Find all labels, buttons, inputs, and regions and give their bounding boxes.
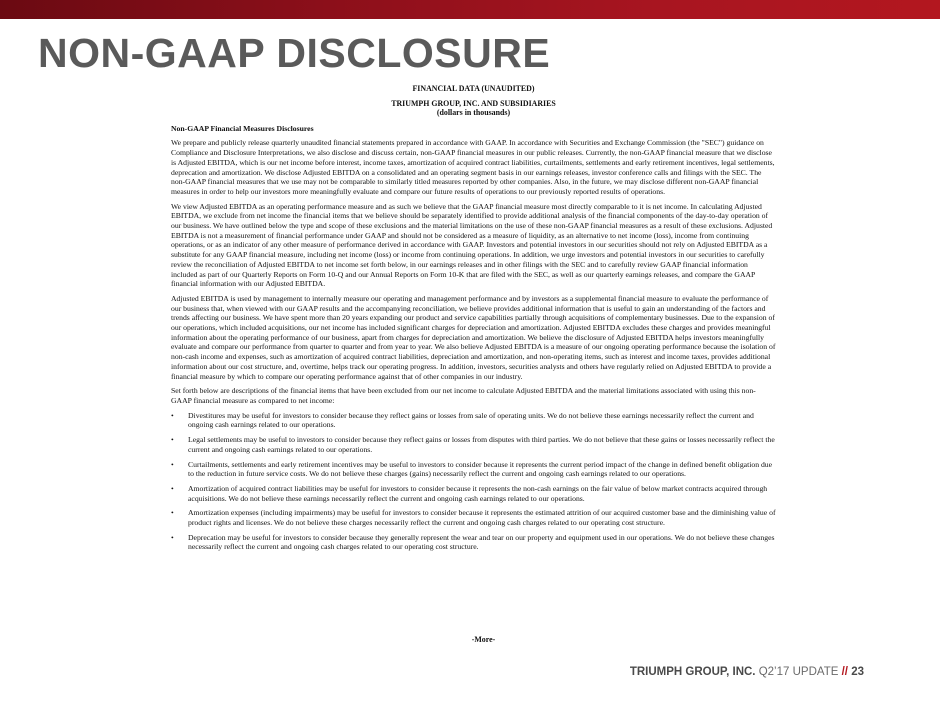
list-item-text: Divestitures may be useful for investors to consider because they reflect gains or losses from sale of operating units. We do not believe these earnings necessarily reflect the current and ongoing cash earnings related to our operations. xyxy=(188,410,754,430)
bullet-icon: • xyxy=(171,435,174,445)
list-item-amortization-expenses xyxy=(171,508,776,527)
document-header-financial-data: FINANCIAL DATA (UNAUDITED) xyxy=(412,84,535,93)
paragraph-gaap-overview: We prepare and publicly release quarterly unaudited financial statements prepared in accordance with GAAP. In accordance with Securities and Exchange Commission (the "SEC") guidance on Compliance and Disclosure Interpretations, we also disclose and discuss certain, non-GAAP financial measures in our public releases. Currently, the non-GAAP financial measure that we disclose is Adjusted EBITDA, which is our net income before interest, income taxes, amortization of acquired contract liabilities, curtailments, settlements and early retirement incentives, legal settlements, deprecation and amortization. We disclose Adjusted EBITDA on a consolidated and an operating segment basis in our earnings releases, investor conference calls and filings with the SEC. The non-GAAP financial measures that we use may not be comparable to similarly titled measures reported by other companies. Also, in the future, we may disclose different non-GAAP financial measures in order to help our investors more meaningfully evaluate and compare our future results of operations to our previously reported results of operations. xyxy=(171,138,775,196)
document-header-company: TRIUMPH GROUP, INC. AND SUBSIDIARIES xyxy=(391,98,556,108)
bullet-icon: • xyxy=(171,532,174,542)
slide-title: NON-GAAP DISCLOSURE xyxy=(38,30,551,76)
list-item-legal-settlements xyxy=(171,435,776,454)
list-item-amortization-contract-liabilities xyxy=(171,484,776,503)
list-item-curtailments xyxy=(171,460,776,479)
page-number: 23 xyxy=(851,666,864,678)
paragraph-excluded-items-intro: Set forth below are descriptions of the financial items that have been excluded from our net income to calculate Adjusted EBITDA and the material limitations associated with using this non-GAAP financial measure as compared to net income: xyxy=(171,386,756,405)
list-item-text: Legal settlements may be useful to investors to consider because they reflect gains or losses from disputes with third parties. We do not believe that these gains or losses necessarily reflect the current and ongoing cash earnings related to our operations. xyxy=(188,435,775,454)
footer-separator: // xyxy=(841,666,848,678)
list-item-text: Curtailments, settlements and early retirement incentives may be useful to investors to consider because it represents the current period impact of the change in defined benefit obligation due to the reduction in future service costs. We do not believe these charges (gains) necessarily reflect the current and ongoing cash earnings related to our operations. xyxy=(188,459,773,479)
bullet-icon: • xyxy=(171,483,174,493)
bullet-icon: • xyxy=(171,410,174,420)
slide-footer xyxy=(630,666,864,678)
bullet-icon: • xyxy=(171,459,174,469)
list-item-text: Amortization expenses (including impairments) may be useful for investors to consider because it represents the estimated attrition of our acquired customer base and the diminishing value of product rights and licenses. We do not believe these charges necessarily reflect the current and ongoing cash charges related to our operating cost structure. xyxy=(188,508,776,528)
list-item-divestitures xyxy=(171,411,776,430)
footer-subtitle: Q2’17 UPDATE xyxy=(758,666,839,678)
excluded-items-list xyxy=(171,411,776,552)
paragraph-ebitda-management-use: Adjusted EBITDA is used by management to internally measure our operating and management performance and by investors as a supplemental financial measure to evaluate the performance of our business that, when viewed with our GAAP results and the accompanying reconciliation, we believe provides additional information that is useful to gain an understanding of the factors and trends affecting our business. We have spent more than 20 years expanding our product and service capabilities partially through acquisitions of complementary businesses. Due to the expansion of our operations, which included acquisitions, our net income has included significant charges for depreciation and amortization. Adjusted EBITDA excludes these charges and provides meaningful information about the operating performance of our business, apart from charges for depreciation and amortization. We believe the disclosure of Adjusted EBITDA helps investors meaningfully evaluate and compare our performance from quarter to quarter and from year to year. We also believe Adjusted EBITDA is a measure of our ongoing operating performance because the isolation of non-cash income and expenses, such as amortization of acquired contract liabilities, depreciation and amortization, and non-operating items, such as interest and income taxes, provides additional information about our cost structure, and, overtime, helps track our operating progress. In addition, investors, securities analysts and others have regularly relied on Adjusted EBITDA to provide a financial measure by which to compare our operating performance against that of other companies in our industry. xyxy=(171,293,776,381)
top-accent-bar xyxy=(0,0,940,19)
footer-company: TRIUMPH GROUP, INC. xyxy=(629,666,756,678)
financial-disclosure-document xyxy=(171,84,776,557)
section-heading: Non-GAAP Financial Measures Disclosures xyxy=(171,123,314,133)
more-marker: -More- xyxy=(471,635,496,644)
list-item-text: Amortization of acquired contract liabilities may be useful for investors to consider because it represents the non-cash earnings on the fair value of below market contracts acquired through acquisitions. We do not believe these earnings necessarily reflect the current and ongoing cash earnings related to our operations. xyxy=(188,483,768,503)
paragraph-ebitda-performance-measure: We view Adjusted EBITDA as an operating performance measure and as such we believe that the GAAP financial measure most directly comparable to it is net income. In calculating Adjusted EBITDA, we exclude from net income the financial items that we believe should be separately identified to provide additional analysis of the financial components of the day-to-day operation of our business. We have outlined below the type and scope of these exclusions and the material limitations on the use of these non-GAAP financial measures as a result of these exclusions. Adjusted EBITDA is not a measurement of financial performance under GAAP and should not be considered as a measure of liquidity, as an alternative to net income (loss), income from continuing operations, or as an indicator of any other measure of performance derived in accordance with GAAP. Investors and potential investors in our securities should not rely on Adjusted EBITDA as a substitute for any GAAP financial measure, including net income (loss) or income from continuing operations. In addition, we urge investors and potential investors in our securities to carefully review the reconciliation of Adjusted EBITDA to net income set forth below, in our earnings releases and in other filings with the SEC and to carefully review GAAP financial information included as part of our Quarterly Reports on Form 10-Q and our Annual Reports on Form 10-K that are filed with the SEC, as well as our quarterly earnings releases, and compare the GAAP financial information with our Adjusted EBITDA. xyxy=(171,201,773,289)
document-header-units: (dollars in thousands) xyxy=(436,108,511,118)
list-item-text: Deprecation may be useful for investors to consider because they generally represent the wear and tear on our property and equipment used in our operations. We do not believe these changes necessarily reflect the current and ongoing cash charges related to our operating cost structure. xyxy=(188,532,775,552)
bullet-icon: • xyxy=(171,508,174,518)
list-item-depreciation xyxy=(171,533,776,552)
